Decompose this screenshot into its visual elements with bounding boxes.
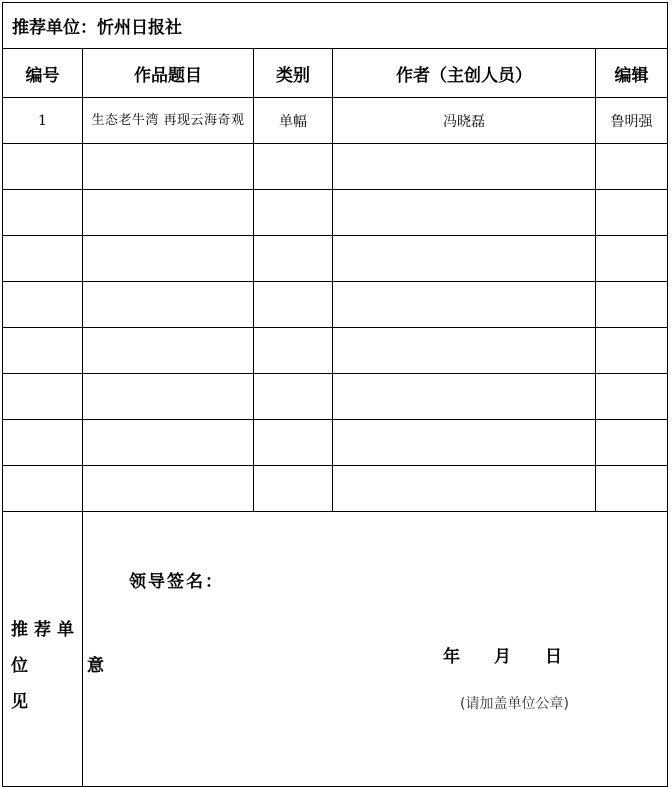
- empty-cell[interactable]: [254, 144, 333, 190]
- opinion-label-line: 位 意: [11, 656, 125, 676]
- recommending-unit: 推荐单位：忻州日报社: [3, 3, 668, 49]
- empty-cell[interactable]: [3, 374, 83, 420]
- opinion-label-line: 推荐单: [11, 620, 80, 640]
- empty-cell[interactable]: [83, 190, 254, 236]
- table-row: [3, 98, 668, 144]
- entry-title[interactable]: 生态老牛湾 再现云海奇观: [83, 98, 254, 144]
- empty-cell[interactable]: [83, 466, 254, 512]
- empty-cell[interactable]: [3, 282, 83, 328]
- header-number: 编号: [3, 49, 83, 98]
- empty-table-row: [3, 236, 668, 282]
- empty-cell[interactable]: [596, 236, 668, 282]
- opinion-label-line: 见: [11, 692, 34, 712]
- entry-category[interactable]: 单幅: [254, 98, 333, 144]
- empty-cell[interactable]: [3, 328, 83, 374]
- empty-table-row: [3, 282, 668, 328]
- empty-table-row: [3, 420, 668, 466]
- empty-cell[interactable]: [254, 374, 333, 420]
- unit-row: [3, 3, 668, 49]
- empty-cell[interactable]: [3, 466, 83, 512]
- empty-table-row: [3, 374, 668, 420]
- header-row: [3, 49, 668, 98]
- empty-cell[interactable]: [254, 236, 333, 282]
- leader-signature-label: 领导签名：: [129, 572, 224, 592]
- empty-cell[interactable]: [254, 466, 333, 512]
- empty-cell[interactable]: [333, 144, 596, 190]
- empty-cell[interactable]: [3, 420, 83, 466]
- empty-cell[interactable]: [254, 190, 333, 236]
- empty-cell[interactable]: [596, 190, 668, 236]
- opinion-label: [3, 512, 125, 787]
- date-line: 年 月 日: [443, 647, 562, 667]
- empty-cell[interactable]: [254, 282, 333, 328]
- empty-cell[interactable]: [83, 420, 254, 466]
- empty-cell[interactable]: [83, 236, 254, 282]
- empty-table-row: [3, 466, 668, 512]
- empty-cell[interactable]: [83, 374, 254, 420]
- empty-cell[interactable]: [3, 190, 83, 236]
- empty-cell[interactable]: [3, 144, 83, 190]
- empty-table-row: [3, 328, 668, 374]
- form-table: [2, 2, 668, 787]
- empty-cell[interactable]: [596, 420, 668, 466]
- empty-cell[interactable]: [596, 328, 668, 374]
- empty-cell[interactable]: [333, 282, 596, 328]
- empty-cell[interactable]: [83, 144, 254, 190]
- opinion-row: [3, 512, 668, 787]
- entry-editor[interactable]: 鲁明强: [596, 98, 668, 144]
- empty-cell[interactable]: [596, 144, 668, 190]
- empty-cell[interactable]: [254, 328, 333, 374]
- recommendation-form: [2, 2, 667, 759]
- empty-cell[interactable]: [333, 420, 596, 466]
- empty-table-row: [3, 190, 668, 236]
- empty-cell[interactable]: [3, 236, 83, 282]
- header-editor: 编辑: [596, 49, 668, 98]
- entry-number[interactable]: 1: [3, 98, 83, 144]
- entry-author[interactable]: 冯晓磊: [333, 98, 596, 144]
- header-title: 作品题目: [83, 49, 254, 98]
- empty-table-row: [3, 144, 668, 190]
- empty-cell[interactable]: [83, 328, 254, 374]
- empty-cell[interactable]: [83, 282, 254, 328]
- empty-cell[interactable]: [333, 190, 596, 236]
- empty-cell[interactable]: [333, 328, 596, 374]
- seal-note: (请加盖单位公章): [460, 696, 569, 712]
- opinion-area[interactable]: [83, 512, 668, 787]
- header-category: 类别: [254, 49, 333, 98]
- empty-cell[interactable]: [333, 466, 596, 512]
- empty-cell[interactable]: [254, 420, 333, 466]
- empty-cell[interactable]: [333, 374, 596, 420]
- empty-cell[interactable]: [596, 374, 668, 420]
- empty-cell[interactable]: [333, 236, 596, 282]
- empty-cell[interactable]: [596, 282, 668, 328]
- empty-cell[interactable]: [596, 466, 668, 512]
- header-author: 作者（主创人员）: [333, 49, 596, 98]
